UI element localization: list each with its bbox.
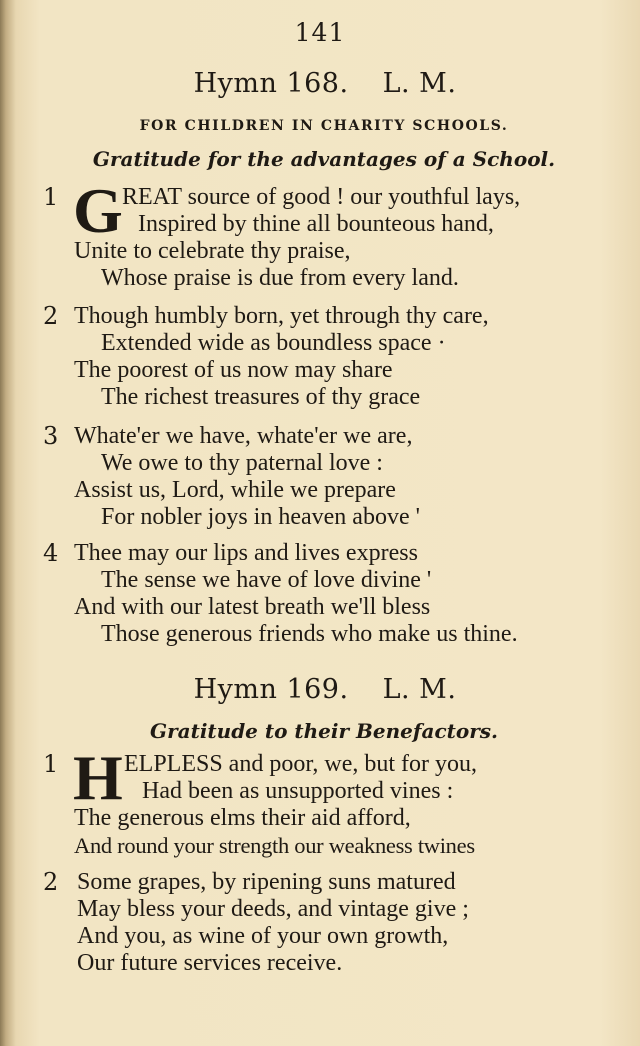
verse-line: May bless your deeds, and vintage give ; bbox=[77, 896, 469, 922]
verse-line: Extended wide as boundless space · bbox=[101, 330, 446, 356]
hymn-subtitle: Gratitude to their Benefactors. bbox=[150, 719, 498, 743]
verse-line: And round your strength our weakness twines bbox=[74, 833, 475, 858]
stanza-number: 2 bbox=[43, 868, 59, 896]
verse-line: For nobler joys in heaven above ' bbox=[101, 504, 420, 530]
verse-line: Some grapes, by ripening suns matured bbox=[77, 869, 456, 895]
verse-line: Thee may our lips and lives express bbox=[74, 540, 418, 566]
verse-line: Though humbly born, yet through thy care, bbox=[74, 303, 489, 329]
page-number: 141 bbox=[294, 18, 346, 47]
stanza-number: 1 bbox=[43, 183, 59, 211]
verse-line: We owe to thy paternal love : bbox=[101, 450, 383, 476]
verse-line: And with our latest breath we'll bless bbox=[74, 594, 431, 620]
stanza-number: 1 bbox=[43, 750, 59, 778]
hymn-number: Hymn 169. bbox=[193, 674, 349, 705]
hymn-meter: L. M. bbox=[382, 68, 457, 99]
hymn-meter: L. M. bbox=[382, 674, 457, 705]
hymn-title bbox=[0, 674, 640, 705]
drop-cap: G bbox=[73, 175, 123, 246]
verse-line: Inspired by thine all bounteous hand, bbox=[138, 211, 494, 237]
verse-line: The poorest of us now may share bbox=[74, 357, 393, 383]
verse-line: Whose praise is due from every land. bbox=[101, 265, 459, 291]
verse-line: Had been as unsupported vines : bbox=[142, 778, 454, 804]
verse-line: And you, as wine of your own growth, bbox=[77, 923, 449, 949]
hymn-number: Hymn 168. bbox=[193, 68, 349, 99]
verse-line: Whate'er we have, whate'er we are, bbox=[74, 423, 413, 449]
hymn-occasion: FOR CHILDREN IN CHARITY SCHOOLS. bbox=[139, 118, 509, 134]
stanza-number: 4 bbox=[43, 539, 59, 567]
verse-line: The generous elms their aid afford, bbox=[74, 805, 411, 831]
verse-line: Our future services receive. bbox=[77, 950, 343, 976]
verse-line: Those generous friends who make us thine. bbox=[101, 621, 518, 647]
verse-line: Unite to celebrate thy praise, bbox=[74, 238, 351, 264]
verse-line: The sense we have of love divine ' bbox=[101, 567, 432, 593]
verse-line: ELPLESS and poor, we, but for you, bbox=[124, 751, 478, 777]
stanza-number: 2 bbox=[43, 302, 59, 330]
verse-line: Assist us, Lord, while we prepare bbox=[74, 477, 396, 503]
drop-cap: H bbox=[73, 742, 123, 813]
verse-line: The richest treasures of thy grace bbox=[101, 384, 421, 410]
verse-line: REAT source of good ! our youthful lays, bbox=[122, 184, 521, 210]
hymn-title bbox=[0, 68, 640, 99]
hymn-subtitle: Gratitude for the advantages of a School. bbox=[92, 147, 556, 171]
stanza-number: 3 bbox=[43, 422, 59, 450]
